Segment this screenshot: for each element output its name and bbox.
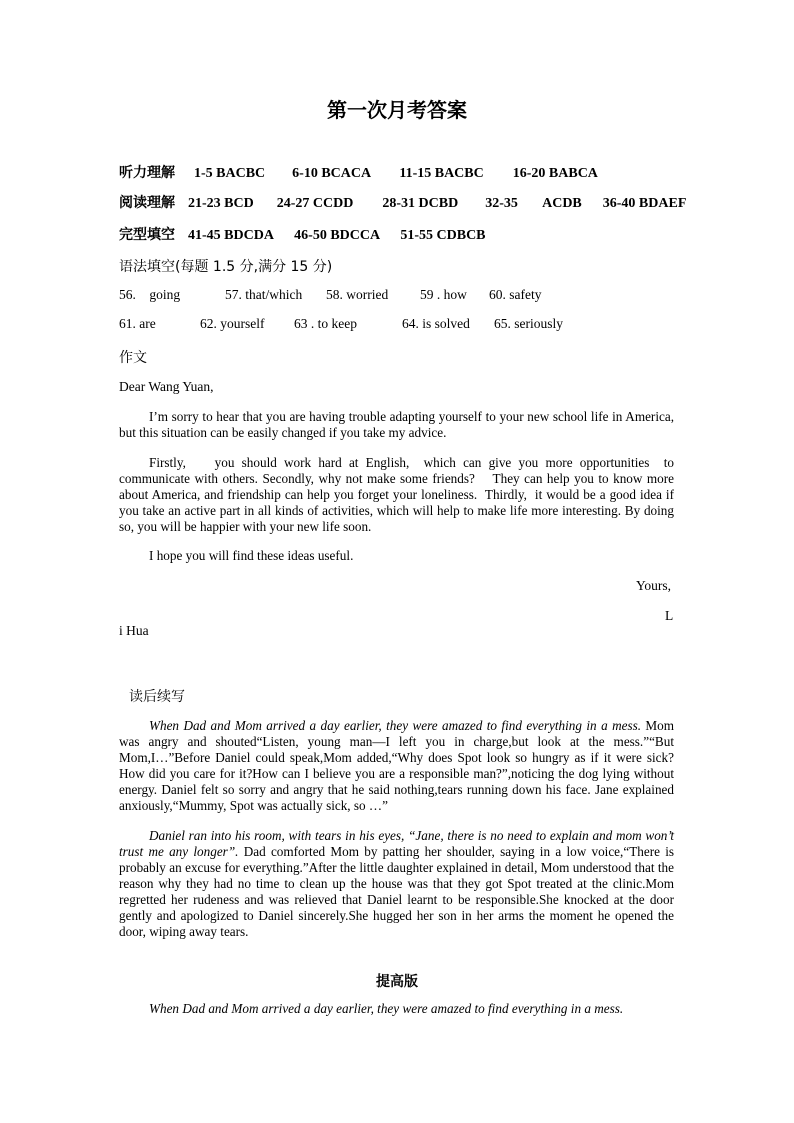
continuation-paragraph-2 [119,828,674,940]
letter-paragraph-3: I hope you will find these ideas useful. [149,548,354,563]
grammar-answer: 56. going [119,287,181,302]
grammar-answer: 65. seriously [494,316,563,331]
answer-group: 16-20 BABCA [512,166,598,181]
continuation-opening-italic: Daniel ran into his room, with tears in his eyes, “Jane, there is no need to explain and mom won’t trust me any longer”. [119,828,674,859]
letter-paragraph-2: Firstly, you should work hard at English, which can give you more opportunities to communicate with others. Secondly, why not make some friends? They can help you to know more about America, and friendship can help you forget your loneliness. Thirdly, it would be a good idea if you take an active part in all kinds of activities, which will help to make life more interesting. By doing so, you will be happier with your new life soon. [119,455,678,534]
letter-salutation: Dear Wang Yuan, [119,379,214,394]
section-label: 完型填空 [119,227,175,243]
continuation-text: Mom was angry and shouted“Listen, young man—I left you in charge,but look at the mess.”“But Mom,I…”Before Daniel could speak,Mom added,“Why does Spot look so hungry as if it were sick? How did you care for it?How can I believe you are a responsible man?”,noticing the dog lying without energy. Daniel felt so sorry and angry that he said nothing,tears running down his face. Jane explained anxiously,“Mummy, Spot was actually sick, so …” [119,718,675,813]
listening-answers [119,162,598,182]
answer-group: 1-5 BACBC [194,166,266,181]
continuation-opening-italic: When Dad and Mom arrived a day earlier, they were amazed to find everything in a mess. [149,718,642,733]
letter-closing: Yours, [636,578,672,593]
answer-group: 51-55 CDBCB [400,228,486,243]
advanced-opening-italic: When Dad and Mom arrived a day earlier, they were amazed to find everything in a mess. [149,1001,624,1016]
continuation-text: Dad comforted Mom by patting her shoulder, saying in a low voice,“There is probably an excuse for everything.”After the little daughter explained in detail, Mom understood that the reason why they had no time to clean up the house was that they got Spot treated at the clinic.Mom regretted her rudeness and was relieved that Daniel learnt to be responsible.She knocked at the door gently and apologized to Daniel sincerely.She hugged her son in her arms the moment he opened the door, wiping away tears. [119,844,674,939]
grammar-answer: 59 . how [420,287,467,302]
grammar-answer: 62. yourself [200,316,265,331]
advanced-paragraph-1 [119,1001,674,1017]
grammar-answer: 58. worried [326,287,389,302]
continuation-heading: 读后续写 [129,689,185,705]
cloze-answers [119,224,486,244]
answer-group: 6-10 BCACA [292,166,371,181]
advanced-heading: 提高版 [376,974,418,990]
writing-heading: 作文 [119,350,147,366]
answer-group: 11-15 BACBC [399,166,484,181]
answer-group: 32-35 [485,196,518,211]
answer-group: 46-50 BDCCA [294,228,380,243]
reading-answers [119,192,686,212]
answer-group: 41-45 BDCDA [188,228,274,243]
page-title: 第一次月考答案 [327,98,467,122]
grammar-answer: 61. are [119,316,156,331]
section-label: 听力理解 [119,165,175,181]
grammar-answers-row-2 [119,316,679,334]
grammar-answer: 60. safety [489,287,542,302]
section-label: 阅读理解 [119,195,175,211]
letter-paragraph-1: I’m sorry to hear that you are having trouble adapting yourself to your new school life in America, but this situation can be easily changed if you take my advice. [119,409,674,440]
answer-group: 21-23 BCD [188,196,254,211]
answer-group: 28-31 DCBD [382,196,459,211]
answer-group: ACDB [542,196,582,211]
grammar-answers-row-1 [119,287,679,305]
grammar-answer: 57. that/which [225,287,303,302]
grammar-answer: 64. is solved [402,316,470,331]
letter-signature-part-2: i Hua [119,623,149,638]
answer-group: 24-27 CCDD [276,196,354,211]
letter-signature-part-1: L [665,608,674,623]
continuation-paragraph-1 [119,718,674,814]
grammar-answer: 63 . to keep [294,316,357,331]
grammar-heading: 语法填空(每题 1.5 分,满分 15 分) [119,259,333,275]
answer-group: 36-40 BDAEF [602,196,687,211]
